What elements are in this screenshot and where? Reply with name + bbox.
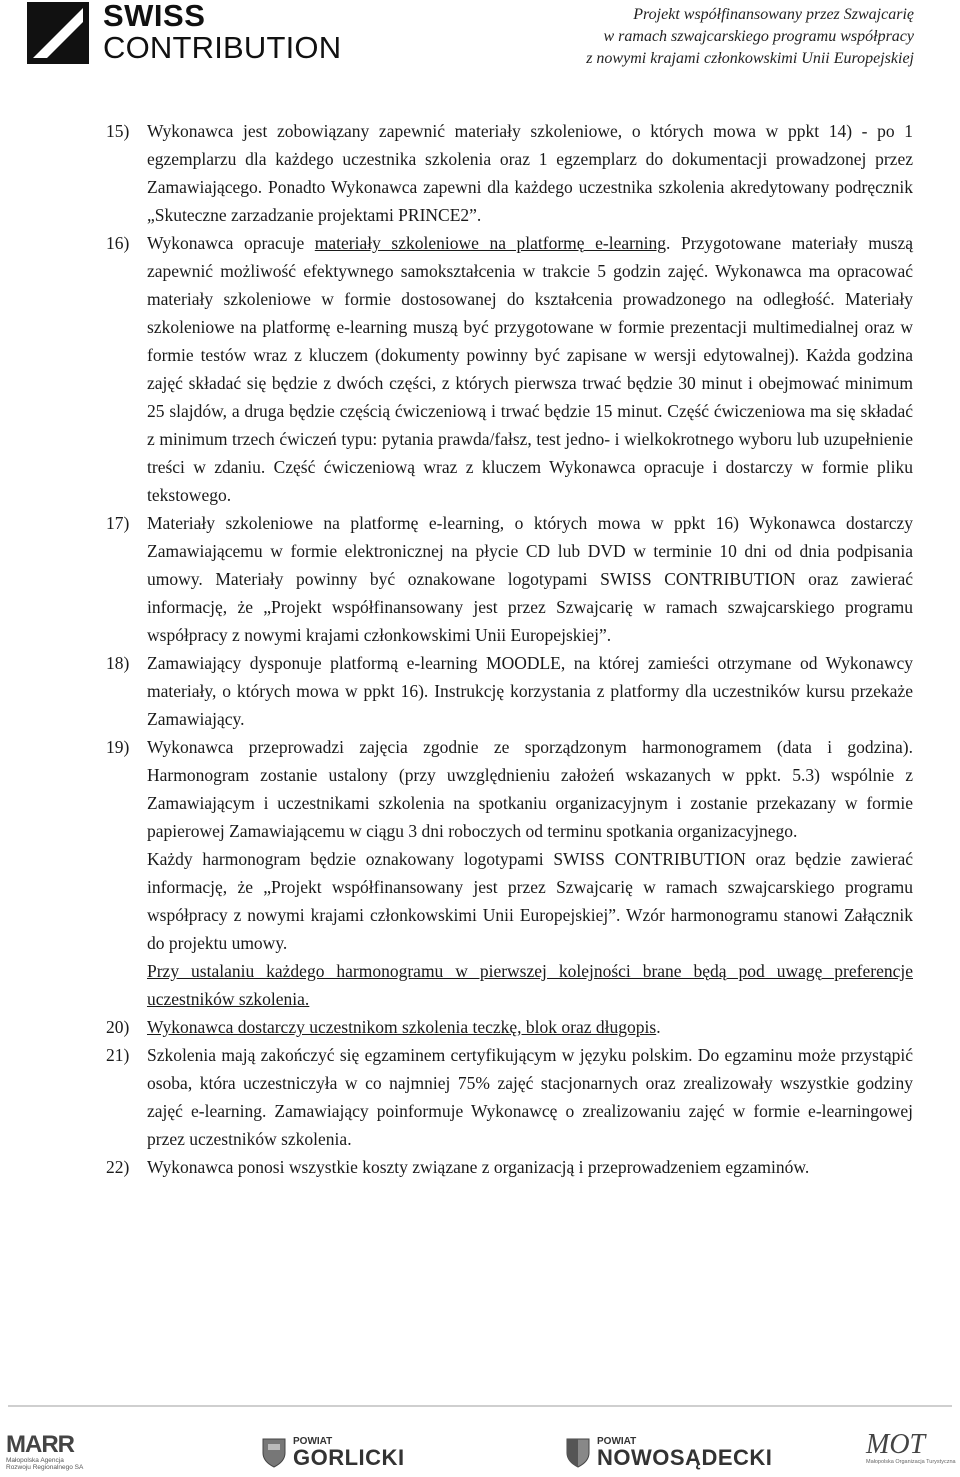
powiat-name: GORLICKI xyxy=(293,1445,405,1470)
list-item-19 xyxy=(106,733,913,1013)
powiat-nowosadecki-logo xyxy=(566,1436,772,1469)
item-number: 17) xyxy=(106,513,130,533)
marr-logo-sub-1: Małopolska Agencja xyxy=(6,1457,64,1464)
mot-logo-word: MOT xyxy=(866,1429,926,1460)
cofinancing-line-1: Projekt współfinansowany przez Szwajcarię xyxy=(633,6,914,23)
document-body xyxy=(106,117,913,1181)
logo-line-swiss: SWISS xyxy=(103,0,206,33)
list-item-17 xyxy=(106,509,913,649)
swiss-cross-icon xyxy=(27,2,89,64)
item-number: 18) xyxy=(106,653,130,673)
logo-line-contribution: CONTRIBUTION xyxy=(103,30,342,65)
list-item-15 xyxy=(106,117,913,229)
cofinancing-line-2: w ramach szwajcarskiego programu współpracy xyxy=(603,28,914,45)
item-text-rest: . Przygotowane materiały muszą zapewnić możliwość efektywnego samokształcenia w trakcie 5 godzin zajęć. Wykonawca ma opracować materiały szkoleniowe w formie dostosowanej do kształcenia prowadzonego na odległość. Materiały szkoleniowe na platformę e-learning muszą być przygotowane w formie prezentacji multimedialnej oraz w formie testów wraz z kluczem (dokumenty powinny być zapisane w wersji edytowalnej). Każda godzina zajęć składać się będzie z dwóch części, z których pierwsza trwać będzie 30 minut i obejmować minimum 25 slajdów, a druga będzie częścią ćwiczeniową i trwać będzie 15 minut. Część ćwiczeniowa ma się składać z minimum trzech ćwiczeń typu: pytania prawda/fałsz, test jedno- i wielkokrotnego wyboru lub uzupełnienie treści w zdaniu. Część ćwiczeniową wraz z kluczem Wykonawca opracuje i dostarczy w formie pliku tekstowego. xyxy=(147,233,913,505)
powiat-label: POWIAT xyxy=(293,1436,333,1447)
item-text-rest: . xyxy=(656,1017,661,1037)
page-footer xyxy=(0,1405,960,1477)
powiat-label: POWIAT xyxy=(597,1436,637,1447)
item-text-paragraph-2: Każdy harmonogram będzie oznakowany logotypami SWISS CONTRIBUTION oraz będzie zawierać informację, że „Projekt współfinansowany jest przez Szwajcarię w ramach szwajcarskiego programu współpracy z nowymi krajami członkowskimi Unii Europejskiej”. Wzór harmonogramu stanowi Załącznik do projektu umowy. xyxy=(147,849,913,953)
item-text-lead: Wykonawca opracuje xyxy=(147,233,315,253)
marr-logo-word: MARR xyxy=(6,1431,74,1458)
item-number: 22) xyxy=(106,1157,130,1177)
item-number: 19) xyxy=(106,737,130,757)
item-number: 15) xyxy=(106,121,130,141)
marr-logo xyxy=(6,1433,83,1471)
marr-logo-sub-2: Rozwoju Regionalnego SA xyxy=(6,1464,84,1471)
item-number: 20) xyxy=(106,1017,130,1037)
item-text: Wykonawca jest zobowiązany zapewnić materiały szkoleniowe, o których mowa w ppkt 14) - po 1 egzemplarzu dla każdego uczestnika szkolenia oraz 1 egzemplarz do dokumentacji prowadzonej przez Zamawiającego. Ponadto Wykonawca zapewni dla każdego uczestnika szkolenia akredytowany podręcznik „Skuteczne zarzadzanie projektami PRINCE2”. xyxy=(147,121,913,225)
coat-of-arms-icon xyxy=(566,1438,590,1468)
swiss-contribution-logo xyxy=(27,0,341,70)
mot-logo xyxy=(866,1431,956,1465)
item-text: Wykonawca przeprowadzi zajęcia zgodnie ze sporządzonym harmonogramem (data i godzina). Harmonogram zostanie ustalony (przy uwzględnieniu założeń wskazanych w ppkt. 5.3) wspólnie z Zamawiającym i uczestnikami szkolenia na spotkaniu organizacyjnym i zostanie przekazany w formie papierowej Zamawiającemu w ciągu 3 dni roboczych od terminu spotkania organizacyjnego. xyxy=(147,737,913,841)
item-number: 21) xyxy=(106,1045,130,1065)
list-item-16 xyxy=(106,229,913,509)
item-number: 16) xyxy=(106,233,130,253)
item-text: Szkolenia mają zakończyć się egzaminem certyfikującym w języku polskim. Do egzaminu może przystąpić osoba, która uczestniczyła w co najmniej 75% zajęć stacjonarnych oraz zrealizowały wszystkie godziny zajęć e-learning. Zamawiający poinformuje Wykonawcę o zrealizowaniu zajęć w formie e-learningowej przez uczestników szkolenia. xyxy=(147,1045,913,1149)
list-item-20 xyxy=(106,1013,913,1041)
list-item-21 xyxy=(106,1041,913,1153)
item-text-underlined: Wykonawca dostarczy uczestnikom szkolenia teczkę, blok oraz długopis xyxy=(147,1017,657,1037)
item-text xyxy=(147,229,913,509)
powiat-name: NOWOSĄDECKI xyxy=(597,1445,773,1470)
footer-divider xyxy=(8,1405,952,1407)
item-text-underlined: materiały szkoleniowe na platformę e-learning xyxy=(314,233,667,253)
item-text: Zamawiający dysponuje platformą e-learning MOODLE, na której zamieści otrzymane od Wykonawcy materiały, o których mowa w ppkt 16). Instrukcję korzystania z platformy dla uczestników kursu przekaże Zamawiający. xyxy=(147,653,913,729)
powiat-gorlicki-logo xyxy=(262,1436,405,1469)
list-item-22 xyxy=(106,1153,913,1181)
item-text-paragraph-3: Przy ustalaniu każdego harmonogramu w pierwszej kolejności brane będą pod uwagę preferencje uczestników szkolenia. xyxy=(147,961,913,1009)
cofinancing-note xyxy=(586,4,914,70)
page-header xyxy=(0,0,960,80)
item-text: Materiały szkoleniowe na platformę e-learning, o których mowa w ppkt 16) Wykonawca dostarczy Zamawiającemu w formie elektronicznej na płycie CD lub DVD w terminie 10 dni od dnia podpisania umowy. Materiały powinny być oznakowane logotypami SWISS CONTRIBUTION oraz zawierać informację, że „Projekt współfinansowany jest przez Szwajcarię w ramach szwajcarskiego programu współpracy z nowymi krajami członkowskimi Unii Europejskiej”. xyxy=(147,513,913,645)
list-item-18 xyxy=(106,649,913,733)
item-text xyxy=(147,1013,913,1041)
coat-of-arms-icon xyxy=(262,1438,286,1468)
item-text: Wykonawca ponosi wszystkie koszty związane z organizacją i przeprowadzeniem egzaminów. xyxy=(147,1157,810,1177)
cofinancing-line-3: z nowymi krajami członkowskimi Unii Europejskiej xyxy=(586,50,914,67)
mot-logo-sub: Małopolska Organizacja Turystyczna xyxy=(866,1459,956,1465)
